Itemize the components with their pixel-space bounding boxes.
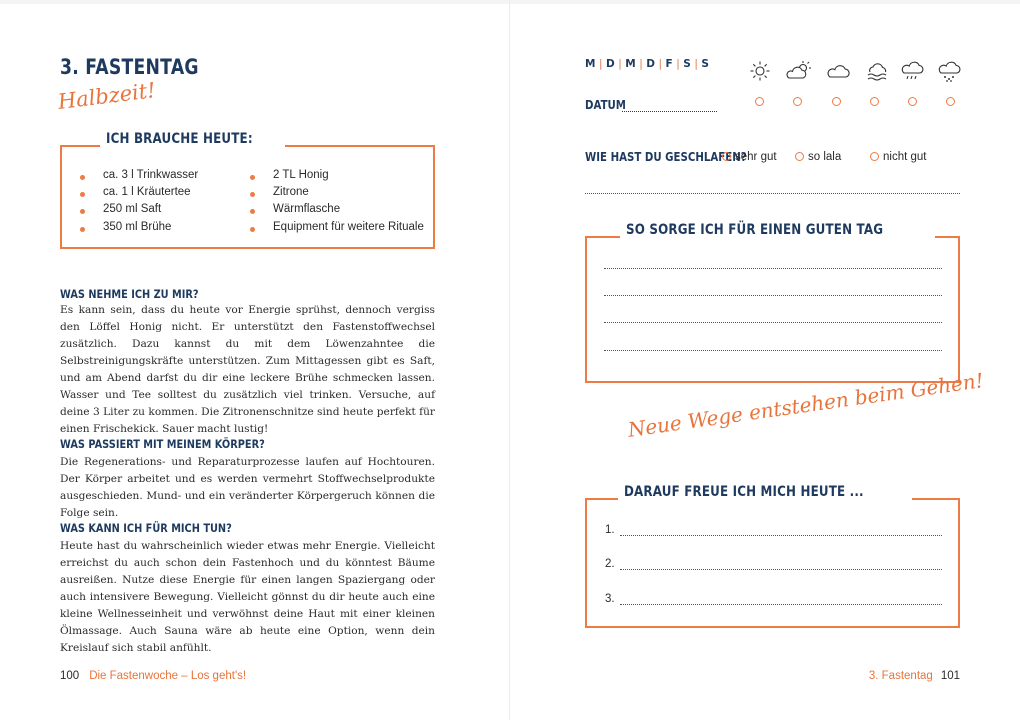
page-number-left: 100: [60, 670, 80, 682]
good-day-heading: [620, 222, 935, 238]
joy-line-3[interactable]: [620, 604, 942, 605]
sleep-option-so-so[interactable]: [795, 151, 841, 163]
sun-icon: [748, 60, 772, 82]
good-day-line[interactable]: [604, 268, 942, 269]
sleep-radio-not-good[interactable]: [870, 152, 879, 161]
section-text-body: Die Regenerations- und Reparaturprozesse laufen auf Hochtouren. Der Körper arbeitet und es werden vermehrt Stoffwechselprodukte ausgeschieden. Mund- und ein veränderter Körpergeruch können die Folge sein.: [60, 456, 435, 519]
datum-label: DATUM: [585, 98, 626, 112]
good-day-heading-text: SO SORGE ICH FÜR EINEN GUTEN TAG: [626, 222, 884, 238]
weather-radio-snow[interactable]: [946, 97, 955, 106]
sleep-option-label: sehr gut: [735, 151, 777, 163]
fog-icon: [865, 60, 891, 82]
top-edge: [0, 0, 1020, 4]
script-note-halbzeit: Halbzeit!: [56, 78, 157, 114]
folio-left: [60, 670, 246, 682]
weekday-selector: M | D | M | D | F | S | S: [585, 58, 710, 70]
weather-radio-sun[interactable]: [755, 97, 764, 106]
joy-number-3: 3.: [605, 593, 615, 605]
joy-heading: [618, 484, 912, 500]
sleep-question: WIE HAST DU GESCHLAFEN?: [585, 150, 747, 164]
weather-radio-partly-sunny[interactable]: [793, 97, 802, 106]
datum-input-line[interactable]: [622, 111, 717, 112]
list-item: 250 ml Saft: [80, 201, 198, 218]
good-day-line[interactable]: [604, 350, 942, 351]
cloudy-icon: [826, 60, 852, 82]
script-motto: Neue Wege entstehen beim Gehen!: [626, 368, 986, 442]
running-head-left: Die Fastenwoche – Los geht's!: [89, 670, 247, 682]
weekday-fri[interactable]: F: [665, 58, 674, 70]
joy-heading-text: DARAUF FREUE ICH MICH HEUTE ...: [624, 484, 864, 500]
needs-box-heading: [100, 131, 285, 147]
sleep-radio-so-so[interactable]: [795, 152, 804, 161]
page-number-right: 101: [940, 670, 960, 682]
good-day-line[interactable]: [604, 295, 942, 296]
running-head-right: 3. Fastentag: [868, 670, 933, 682]
section-heading-body: WAS PASSIERT MIT MEINEM KÖRPER?: [60, 437, 265, 451]
sleep-option-not-good[interactable]: [870, 151, 926, 163]
section-heading-intake: WAS NEHME ICH ZU MIR?: [60, 287, 199, 301]
list-item: ca. 1 l Kräutertee: [80, 184, 198, 201]
folio-right: [869, 670, 960, 682]
weekday-sat[interactable]: S: [683, 58, 692, 70]
list-item: ca. 3 l Trinkwasser: [80, 167, 198, 184]
joy-line-2[interactable]: [620, 569, 942, 570]
good-day-box: [585, 236, 960, 383]
sleep-option-label: so lala: [808, 151, 842, 163]
list-item: Equipment für weitere Rituale: [250, 219, 424, 236]
weekday-mon[interactable]: M: [585, 58, 596, 70]
sleep-option-label: nicht gut: [883, 151, 927, 163]
list-item: 350 ml Brühe: [80, 219, 198, 236]
needs-list-right: [250, 167, 424, 236]
section-heading-selfcare: WAS KANN ICH FÜR MICH TUN?: [60, 521, 232, 535]
section-text-selfcare: Heute hast du wahrscheinlich wieder etwas mehr Energie. Vielleicht erreichst du auch schon dein Fastenhoch und du könntest Bäume ausreißen. Nutze diese Energie für einen langen Spaziergang oder auch intensivere Bewegung. Vielleicht gönnst du dir heute auch eine kleine Wellnesseinheit und verwöhnst deine Haut mit einer kleinen Ölmassage. Auch Sauna wäre ab heute eine Option, wenn dein Kreislauf sich stabil anfühlt.: [60, 540, 435, 654]
weekday-sun[interactable]: S: [701, 58, 710, 70]
weather-radio-rain[interactable]: [908, 97, 917, 106]
rain-icon: [900, 60, 926, 82]
good-day-line[interactable]: [604, 322, 942, 323]
joy-number-2: 2.: [605, 558, 615, 570]
partly-sunny-icon: [785, 60, 813, 82]
needs-box-heading-text: ICH BRAUCHE HEUTE:: [106, 131, 253, 147]
sleep-notes-line[interactable]: [585, 193, 960, 194]
snow-icon: [937, 60, 963, 82]
section-text-intake: Es kann sein, dass du heute vor Energie sprühst, dennoch vergiss den Löffel Honig nicht. Er unterstützt den Fastenstoffwechsel zusätzlich. Dazu kannst du mit dem Löwenzahntee die Selbstreinigungskräfte unterstützen. Zum Mittagessen gibt es Saft, und am Abend darfst du dir eine leckere Brühe schmecken lassen. Wasser und Tee solltest du zusätzlich viel trinken. Versuche, auf deine 3 Liter zu kommen. Die Zitronenschnitze sind heute perfekt für einen Frischekick. Sauer macht lustig!: [60, 304, 435, 435]
chapter-title: 3. FASTENTAG: [60, 55, 199, 79]
joy-box: [585, 498, 960, 628]
weather-radio-fog[interactable]: [870, 97, 879, 106]
joy-number-1: 1.: [605, 524, 615, 536]
joy-line-1[interactable]: [620, 535, 942, 536]
weekday-tue[interactable]: D: [606, 58, 616, 70]
weekday-wed[interactable]: M: [625, 58, 637, 70]
list-item: Zitrone: [250, 184, 424, 201]
sleep-option-very-good[interactable]: [722, 151, 777, 163]
list-item: Wärmflasche: [250, 201, 424, 218]
list-item: 2 TL Honig: [250, 167, 424, 184]
page-gutter: [509, 0, 510, 720]
weather-radio-cloudy[interactable]: [832, 97, 841, 106]
sleep-radio-very-good[interactable]: [722, 152, 731, 161]
needs-list-left: [80, 167, 198, 236]
weekday-thu[interactable]: D: [646, 58, 656, 70]
